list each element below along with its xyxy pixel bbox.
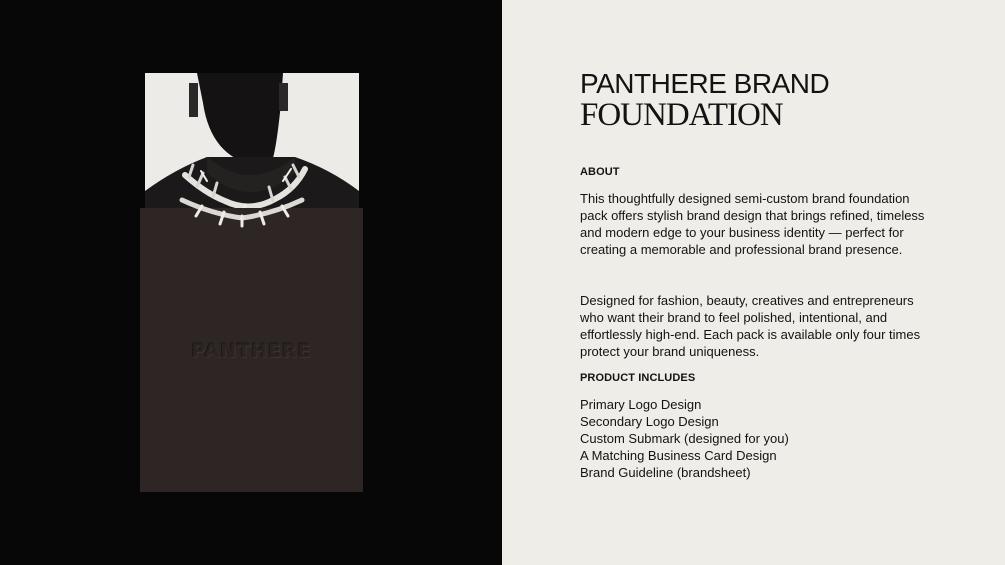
about-paragraph-2: Designed for fashion, beauty, creatives and entrepreneurs who want their brand to feel polished, intentional, and effortlessly high-end. Each pack is available only four times protect your brand uniqueness. — [580, 293, 921, 359]
about-heading: ABOUT — [580, 166, 620, 178]
includes-heading: PRODUCT INCLUDES — [580, 372, 696, 384]
model-photo — [145, 73, 359, 213]
necklace-overlay — [172, 196, 312, 228]
card-logo: PANTHERE — [191, 340, 312, 362]
business-card — [140, 208, 363, 492]
mockup-panel — [0, 0, 502, 565]
list-item: Primary Logo Design — [580, 397, 702, 412]
includes-list — [580, 396, 789, 481]
list-item: Brand Guideline (brandsheet) — [580, 465, 751, 480]
info-panel — [502, 0, 1005, 565]
title-line-2: FOUNDATION — [580, 97, 783, 133]
list-item: Custom Submark (designed for you) — [580, 431, 789, 446]
list-item: Secondary Logo Design — [580, 414, 719, 429]
list-item: A Matching Business Card Design — [580, 448, 777, 463]
about-paragraph-1: This thoughtfully designed semi-custom brand foundation pack offers stylish brand design that brings refined, timeless and modern edge to your business identity — perfect for creating a memorable and professional brand presence. — [580, 191, 925, 257]
title-line-1: PANTHERE BRAND — [580, 68, 830, 99]
